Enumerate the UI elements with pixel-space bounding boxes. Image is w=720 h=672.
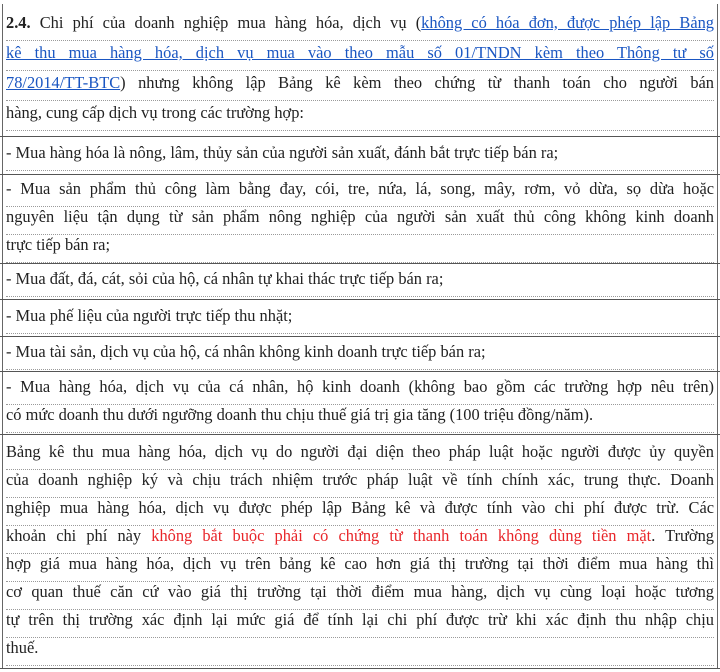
closing-text: khoản chi phí này	[6, 526, 152, 545]
list-item-text: trực tiếp bán ra;	[6, 235, 110, 254]
circular-link-part-3[interactable]: 78/2014/TT-BTC	[6, 73, 121, 92]
list-item	[6, 175, 714, 263]
list-item-line	[6, 376, 714, 405]
closing-text: nghiệp mua hàng hóa, dịch vụ được phép lập Bảng kê và được tính vào chi phí được trừ. Các	[6, 498, 714, 517]
list-item-text: - Mua hàng hóa, dịch vụ của cá nhân, hộ kinh doanh (không bao gồm các trường hợp nêu trên)	[6, 377, 714, 396]
closing-text: Bảng kê thu mua hàng hóa, dịch vụ do người đại diện theo pháp luật hoặc người được ủy quyền	[6, 442, 714, 461]
closing-paragraph	[6, 435, 714, 668]
section-line-4-text: hàng, cung cấp dịch vụ trong các trường hợp:	[6, 103, 304, 122]
list-item	[6, 372, 714, 434]
closing-text: hợp giá mua hàng hóa, dịch vụ trên bảng kê cao hơn giá thị trường tại thời điểm mua hàng thì	[6, 554, 714, 573]
section-2-4	[6, 4, 714, 136]
section-intro-text: Chi phí của doanh nghiệp mua hàng hóa, dịch vụ (	[30, 13, 422, 32]
list-item	[6, 337, 714, 371]
section-line-1	[6, 12, 714, 41]
list-item	[6, 264, 714, 299]
list-item	[6, 137, 714, 174]
list-item	[6, 300, 714, 336]
closing-line	[6, 637, 714, 666]
closing-line	[6, 469, 714, 498]
list-item-line	[6, 142, 714, 171]
list-item-line	[6, 268, 714, 297]
section-line-3-text: ) nhưng không lập Bảng kê kèm theo chứng từ thanh toán cho người bán	[120, 73, 714, 92]
list-item-text: - Mua phế liệu của người trực tiếp thu nhặt;	[6, 306, 293, 325]
closing-text: thuế.	[6, 638, 39, 657]
section-line-2	[6, 42, 714, 71]
list-item-text: - Mua đất, đá, cát, sỏi của hộ, cá nhân tự khai thác trực tiếp bán ra;	[6, 269, 444, 288]
circular-link-part-2[interactable]: kê thu mua hàng hóa, dịch vụ mua vào theo mẫu số 01/TNDN kèm theo Thông tư số	[6, 43, 714, 62]
section-number: 2.4.	[6, 13, 31, 32]
list-item-line	[6, 404, 714, 433]
divider	[0, 668, 720, 669]
list-item-text: nguyên liệu tận dụng từ sản phẩm nông nghiệp của người sản xuất thủ công không kinh doanh	[6, 207, 714, 226]
section-line-4	[6, 102, 714, 131]
closing-line	[6, 553, 714, 582]
closing-text: . Trường	[651, 526, 714, 545]
list-item-text: có mức doanh thu dưới ngưỡng doanh thu chịu thuế giá trị gia tăng (100 triệu đồng/năm).	[6, 405, 594, 424]
closing-line	[6, 497, 714, 526]
section-line-3	[6, 72, 714, 101]
highlighted-text: không bắt buộc phải có chứng từ thanh toán không dùng tiền mặt	[151, 526, 652, 545]
circular-link-part-1[interactable]: không có hóa đơn, được phép lập Bảng	[421, 13, 714, 32]
closing-text: tự trên thị trường xác định lại mức giá để tính lại chi phí được trừ khi xác định thu nhập chịu	[6, 610, 714, 629]
closing-text: cơ quan thuế căn cứ vào giá thị trường tại thời điểm mua hàng, dịch vụ cùng loại hoặc tương	[6, 582, 714, 601]
list-item-line	[6, 234, 714, 263]
closing-line	[6, 609, 714, 638]
closing-line	[6, 441, 714, 470]
closing-text: của doanh nghiệp ký và chịu trách nhiệm trước pháp luật về tính chính xác, trung thực. Doanh	[6, 470, 714, 489]
list-item-line	[6, 305, 714, 334]
list-item-text: - Mua tài sản, dịch vụ của hộ, cá nhân không kinh doanh trực tiếp bán ra;	[6, 342, 486, 361]
list-item-text: - Mua sản phẩm thủ công làm bằng đay, cói, tre, nứa, lá, song, mây, rơm, vỏ dừa, sọ dừa hoặc	[6, 179, 714, 198]
closing-line	[6, 525, 714, 554]
list-item-text: - Mua hàng hóa là nông, lâm, thủy sản của người sản xuất, đánh bắt trực tiếp bán ra;	[6, 143, 559, 162]
closing-line	[6, 581, 714, 610]
list-item-line	[6, 178, 714, 207]
list-item-line	[6, 206, 714, 235]
list-item-line	[6, 341, 714, 370]
